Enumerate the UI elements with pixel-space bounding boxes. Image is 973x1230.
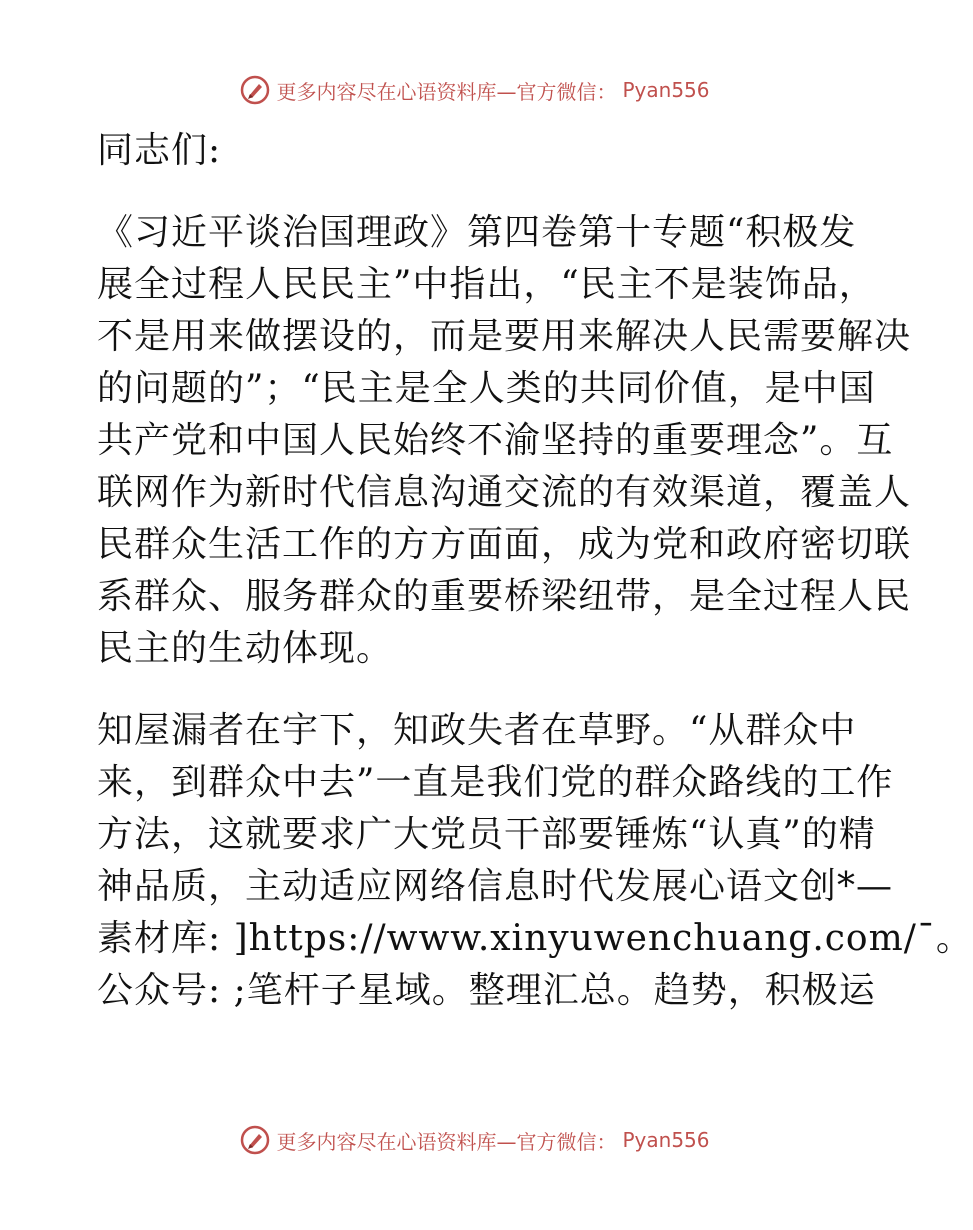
header-wechat-id: Pyan556 (622, 78, 710, 102)
paragraph-line: 素材库: ]https://www.xinyuwenchuang.com/¯。 (97, 918, 973, 959)
paragraph-line: 来，到群众中去”一直是我们党的群众路线的工作 (97, 762, 894, 803)
footer-wechat-id: Pyan556 (622, 1128, 710, 1152)
pen-logo-icon (240, 1125, 270, 1155)
paragraph-line: 民群众生活工作的方方面面，成为党和政府密切联 (97, 524, 912, 565)
salutation: 同志们: (97, 130, 222, 171)
footer-site-text: 更多内容尽在心语资料库—官方微信： (276, 1129, 617, 1154)
paragraph-line: 系群众、服务群众的重要桥梁纽带，是全过程人民 (97, 576, 912, 617)
paragraph-line: 民主的生动体现。 (97, 628, 394, 669)
paragraph-line: 展全过程人民民主”中指出，“民主不是装饰品， (97, 264, 876, 305)
paragraph-line: 联网作为新时代信息沟通交流的有效渠道，覆盖人 (97, 472, 912, 513)
pen-logo-icon (240, 75, 270, 105)
paragraph-line: 不是用来做摆设的，而是要用来解决人民需要解决 (97, 316, 912, 357)
paragraph-line: 共产党和中国人民始终不渝坚持的重要理念”。互 (97, 420, 894, 461)
page-header-banner (0, 72, 950, 108)
paragraph-1 (97, 207, 912, 675)
document-body (97, 125, 973, 1017)
paragraph-line: 神品质，主动适应网络信息时代发展心语文创*— (97, 866, 894, 907)
paragraph-gap (97, 675, 849, 705)
paragraph-line: 的问题的”；“民主是全人类的共同价值，是中国 (97, 368, 876, 409)
paragraph-line: 知屋漏者在宇下，知政失者在草野。“从群众中 (97, 710, 857, 751)
paragraph-2 (97, 705, 973, 1017)
paragraph-line: 方法，这就要求广大党员干部要锤炼“认真”的精 (97, 814, 876, 855)
header-site-text: 更多内容尽在心语资料库—官方微信： (276, 79, 617, 104)
paragraph-line: 《习近平谈治国理政》第四卷第十专题“积极发 (97, 212, 857, 253)
paragraph-line: 公众号: ;笔杆子星域。整理汇总。趋势，积极运 (97, 970, 876, 1011)
paragraph-gap (97, 177, 849, 207)
page-footer-banner (0, 1122, 950, 1158)
